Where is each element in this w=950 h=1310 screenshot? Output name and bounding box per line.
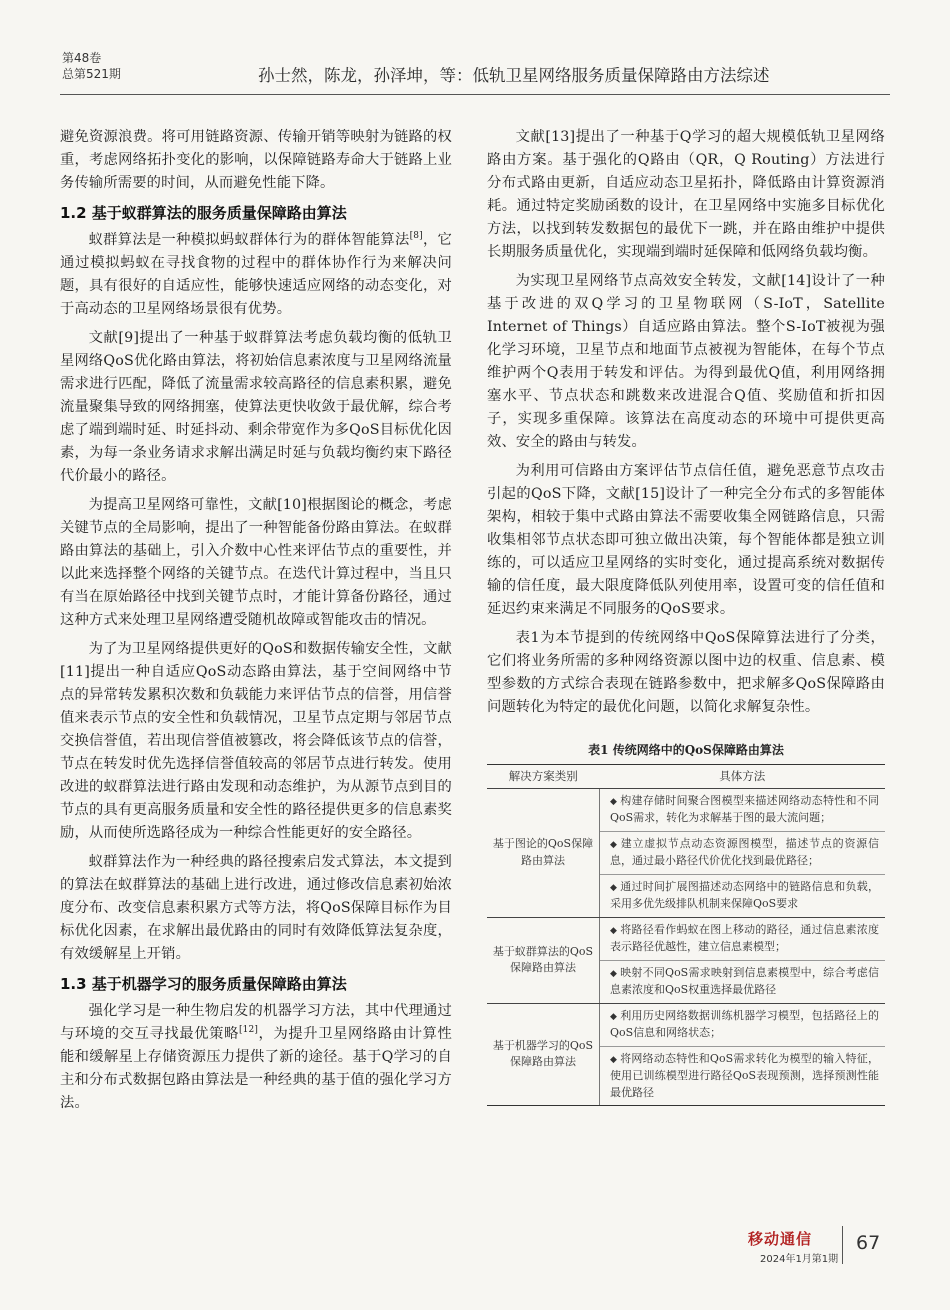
table-caption: 表1 传统网络中的QoS保障路由算法 <box>588 743 784 757</box>
citation-ref: [12] <box>239 1025 259 1036</box>
table-row <box>487 1003 885 1106</box>
left-column <box>60 126 452 1121</box>
page-header <box>0 0 950 90</box>
methods-cell <box>600 917 886 1003</box>
diamond-bullet-icon: ◆ <box>610 1011 618 1022</box>
diamond-bullet-icon: ◆ <box>610 882 618 893</box>
method-text: 建立虚拟节点动态资源图模型，描述节点的资源信息，通过最小路径代价优化找到最优路径； <box>610 836 880 867</box>
table-1 <box>487 741 885 1106</box>
page-number: 67 <box>856 1232 881 1254</box>
header-cell-methods: 具体方法 <box>600 765 886 789</box>
paragraph: 为实现卫星网络节点高效安全转发，文献[14]设计了一种基于改进的双Q学习的卫星物联网（S-IoT，Satellite Internet of Things）自适应路由算法。整个S-IoT被视为强化学习环境，卫星节点和地面节点被视为智能体，在每个节点维护两个Q表用于转发和评估。为得到最优Q值，利用网络拥塞水平、节点状态和跳数来改进混合Q值、奖励值和折扣因子，实现多重保障。该算法在高度动态的环境中可提供更高效、安全的路由与转发。 <box>487 273 885 450</box>
method-text: 通过时间扩展图描述动态网络中的链路信息和负载，采用多优先级排队机制来保障QoS要求 <box>610 879 879 910</box>
paragraph-text: ，它通过模拟蚂蚁在寻找食物的过程中的群体协作行为来解决问题，具有很好的自适应性，能够快速适应网络的动态变化，对于高动态的卫星网络场景很有优势。 <box>60 232 452 317</box>
method-text: 将路径看作蚂蚁在图上移动的路径，通过信息素浓度表示路径优越性，建立信息素模型； <box>610 922 879 953</box>
qos-routing-table <box>487 764 885 1106</box>
table-header-row <box>487 765 885 789</box>
paragraph-text: ，为提升卫星网络路由计算性能和缓解星上存储资源压力提供了新的途径。基于Q学习的自主和分布式数据包路由算法是一种经典的基于值的强化学习方法。 <box>60 1026 452 1111</box>
diamond-bullet-icon: ◆ <box>610 968 618 979</box>
journal-brand-logo: 移动通信 <box>748 1230 813 1248</box>
category-cell: 基于图论的QoS保障路由算法 <box>487 788 600 917</box>
section-heading-1-3: 1.3 基于机器学习的服务质量保障路由算法 <box>60 975 347 993</box>
diamond-bullet-icon: ◆ <box>610 925 618 936</box>
method-item <box>600 1004 885 1047</box>
method-item <box>600 1047 885 1106</box>
diamond-bullet-icon: ◆ <box>610 796 618 807</box>
method-item <box>600 832 885 875</box>
right-column <box>487 126 885 1106</box>
table-row <box>487 917 885 1003</box>
table-row <box>487 788 885 917</box>
paragraph <box>60 229 452 321</box>
method-text: 构建存储时间聚合图模型来描述网络动态特性和不同QoS需求，转化为求解基于图的最大流问题； <box>610 793 879 824</box>
paragraph: 表1为本节提到的传统网络中QoS保障算法进行了分类，它们将业务所需的多种网络资源以图中边的权重、信息素、模型参数的方式综合表现在链路参数中，把求解多QoS保障路由问题转化为特定的最优化问题，以简化求解复杂性。 <box>487 630 885 715</box>
method-item <box>600 789 885 832</box>
volume-info <box>62 50 121 82</box>
section-heading-1-2: 1.2 基于蚁群算法的服务质量保障路由算法 <box>60 204 347 222</box>
diamond-bullet-icon: ◆ <box>610 1054 618 1065</box>
category-cell: 基于机器学习的QoS保障路由算法 <box>487 1003 600 1106</box>
issue-date: 2024年1月第1期 <box>760 1254 839 1265</box>
header-cell-category: 解决方案类别 <box>487 765 600 789</box>
method-text: 将网络动态特性和QoS需求转化为模型的输入特征，使用已训练模型进行路径QoS表现预测，选择预测性能最优路径 <box>610 1051 879 1099</box>
paragraph: 蚁群算法作为一种经典的路径搜索启发式算法，本文提到的算法在蚁群算法的基础上进行改进，通过修改信息素初始浓度分布、改变信息素积累方式等方法，将QoS保障目标作为目标优化因素，在求解出最优路由的同时有效降低算法复杂度，有效缓解星上开销。 <box>60 854 452 962</box>
method-text: 映射不同QoS需求映射到信息素模型中，综合考虑信息素浓度和QoS权重选择最优路径 <box>610 965 879 996</box>
footer-divider <box>842 1226 843 1264</box>
header-divider <box>60 94 890 95</box>
paragraph: 文献[9]提出了一种基于蚁群算法考虑负载均衡的低轨卫星网络QoS优化路由算法，将初始信息素浓度与卫星网络流量需求进行匹配，降低了流量需求较高路径的信息素积累，避免流量聚集导致的网络拥塞，使算法更快收敛于最优解，综合考虑了端到端时延、时延抖动、剩余带宽作为多QoS目标优化因素，为每一条业务请求求解出满足时延与负载均衡约束下路径代价最小的路径。 <box>60 330 452 484</box>
paragraph <box>60 1000 452 1115</box>
method-item <box>600 918 885 961</box>
paragraph: 为利用可信路由方案评估节点信任值，避免恶意节点攻击引起的QoS下降，文献[15]设计了一种完全分布式的多智能体架构，相较于集中式路由算法不需要收集全网链路信息，只需收集相邻节点状态即可独立做出决策，每个智能体都是独立训练的，可以适应卫星网络的实时变化，通过提高系统对数据传输的信任度，最大限度降低队列使用率，设置可变的信任值和延迟约束来满足不同服务的QoS要求。 <box>487 463 885 617</box>
method-item <box>600 875 885 917</box>
paragraph: 文献[13]提出了一种基于Q学习的超大规模低轨卫星网络路由方案。基于强化的Q路由（QR，Q Routing）方法进行分布式路由更新，自适应动态卫星拓扑，降低路由计算资源消耗。通过特定奖励函数的设计，在卫星网络中实施多目标优化方法，以找到转发数据包的最优下一跳，并在路由维护中提供长期服务质量优化，实现端到端时延保障和低网络负载均衡。 <box>487 129 885 260</box>
volume-number: 第48卷 <box>62 51 102 65</box>
methods-cell <box>600 788 886 917</box>
paragraph-text: 强化学习是一种生物启发的机器学习方法，其中代理通过与环境的交互寻找最优策略 <box>60 1003 452 1042</box>
methods-cell <box>600 1003 886 1106</box>
running-title: 孙士然，陈龙，孙泽坤，等：低轨卫星网络服务质量保障路由方法综述 <box>258 66 770 85</box>
paragraph-text: 蚁群算法是一种模拟蚂蚁群体行为的群体智能算法 <box>88 232 410 248</box>
citation-ref: [8] <box>409 231 423 242</box>
paragraph: 为了为卫星网络提供更好的QoS和数据传输安全性，文献[11]提出一种自适应QoS动态路由算法，基于空间网络中节点的异常转发累积次数和负载能力来评估节点的信誉，用信誉值来表示节点的安全性和负载情况，卫星节点定期与邻居节点交换信誉值，若出现信誉值被篡改，将会降低该节点的信誉，节点在转发时优先选择信誉值较高的邻居节点进行转发。使用改进的蚁群算法进行路由发现和动态维护，为从源节点到目的节点的具有更高服务质量和安全性的路径提供更多的信息素奖励，从而使所选路径成为一种综合性能更好的安全路径。 <box>60 641 452 841</box>
method-text: 利用历史网络数据训练机器学习模型，包括路径上的QoS信息和网络状态； <box>610 1008 879 1039</box>
method-item <box>600 961 885 1003</box>
paragraph: 避免资源浪费。将可用链路资源、传输开销等映射为链路的权重，考虑网络拓扑变化的影响，以保障链路寿命大于链路上业务传输所需要的时间，从而避免性能下降。 <box>60 129 452 191</box>
diamond-bullet-icon: ◆ <box>610 839 618 850</box>
total-issue-number: 总第521期 <box>62 67 121 81</box>
category-cell: 基于蚁群算法的QoS保障路由算法 <box>487 917 600 1003</box>
paragraph: 为提高卫星网络可靠性，文献[10]根据图论的概念，考虑关键节点的全局影响，提出了一种智能备份路由算法。在蚁群路由算法的基础上，引入介数中心性来评估节点的重要性，并以此来选择整个网络的关键节点。在迭代计算过程中，当且只有当在原始路径中找到关键节点时，才能计算备份路径，通过这种方式来处理卫星网络遭受随机故障或智能攻击的情况。 <box>60 497 452 628</box>
